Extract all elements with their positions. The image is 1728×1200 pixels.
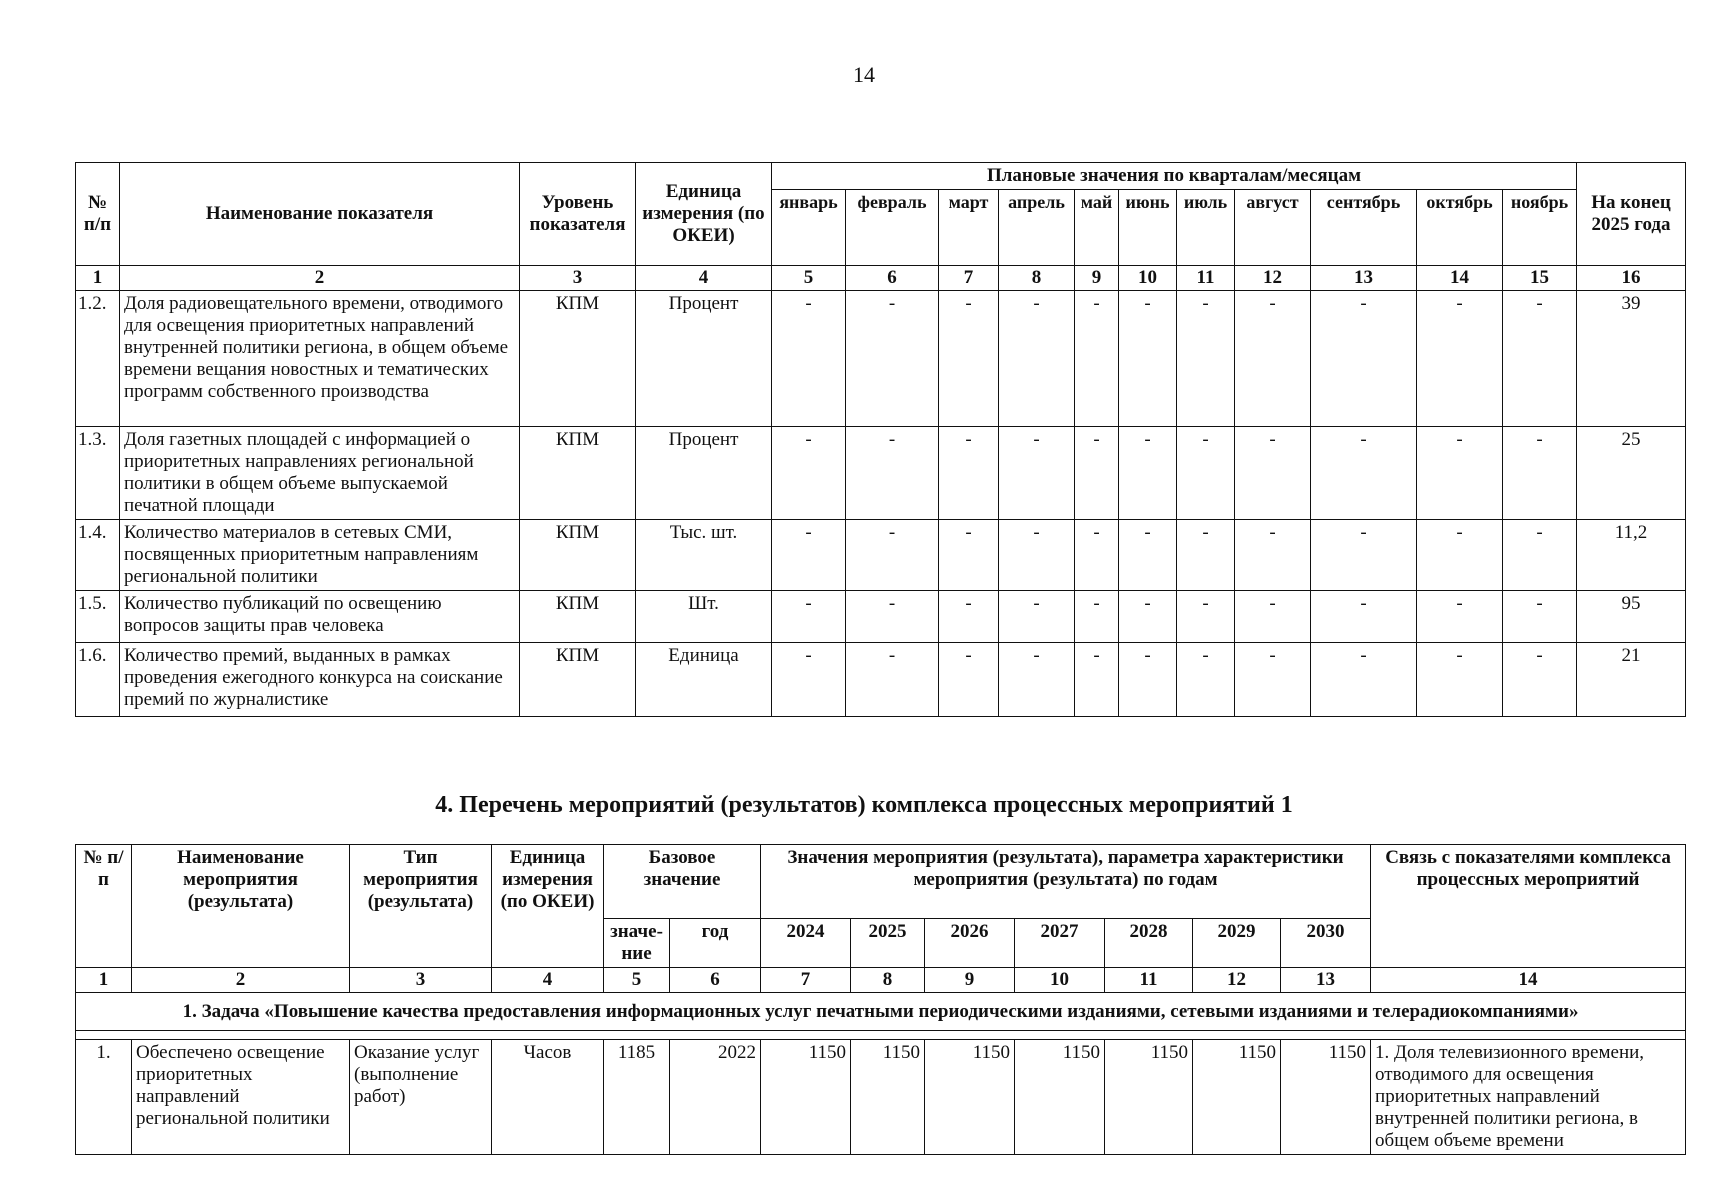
header-month: июнь — [1119, 190, 1177, 266]
col-index: 6 — [846, 266, 939, 291]
month-value: - — [1235, 591, 1311, 643]
indicators-table — [75, 162, 1686, 717]
col-index: 9 — [925, 968, 1015, 993]
month-value: - — [1075, 643, 1119, 717]
month-value: - — [1503, 591, 1577, 643]
col-index: 14 — [1417, 266, 1503, 291]
table-row — [76, 291, 1686, 427]
header-name: Наименование показателя — [120, 163, 520, 266]
month-value: - — [772, 427, 846, 520]
col-index: 4 — [636, 266, 772, 291]
month-value: - — [1119, 591, 1177, 643]
month-value: - — [999, 427, 1075, 520]
indicator-name: Количество публикаций по освещению вопросов защиты прав человека — [120, 591, 520, 643]
month-value: - — [1235, 520, 1311, 591]
col-index: 16 — [1577, 266, 1686, 291]
month-value: - — [939, 291, 999, 427]
base-year: 2022 — [670, 1040, 761, 1155]
header-month: февраль — [846, 190, 939, 266]
indicator-unit: Тыс. шт. — [636, 520, 772, 591]
col-index: 12 — [1193, 968, 1281, 993]
header-month: май — [1075, 190, 1119, 266]
year-value: 1150 — [1193, 1040, 1281, 1155]
header-link: Связь с показателями комплекса процессных мероприятий — [1371, 845, 1686, 968]
month-value: - — [939, 520, 999, 591]
month-value: - — [1311, 291, 1417, 427]
row-num: 1.2. — [76, 291, 120, 427]
col-index: 3 — [520, 266, 636, 291]
col-index: 8 — [851, 968, 925, 993]
month-value: - — [846, 427, 939, 520]
month-value: - — [999, 520, 1075, 591]
header-year: 2028 — [1105, 919, 1193, 968]
month-value: - — [1119, 291, 1177, 427]
header-unit: Единица измерения (по ОКЕИ) — [492, 845, 604, 968]
header-planned: Плановые значения по кварталам/месяцам — [772, 163, 1577, 190]
header-num: № п/п — [76, 845, 132, 968]
year-value: 1150 — [1015, 1040, 1105, 1155]
month-value: - — [1119, 427, 1177, 520]
year-value: 1150 — [761, 1040, 851, 1155]
month-value: - — [1503, 427, 1577, 520]
month-value: - — [772, 520, 846, 591]
col-index: 14 — [1371, 968, 1686, 993]
month-value: - — [772, 643, 846, 717]
header-values: Значения мероприятия (результата), параметра характеристики мероприятия (результата) по годам — [761, 845, 1371, 919]
header-month: апрель — [999, 190, 1075, 266]
table-row — [76, 643, 1686, 717]
month-value: - — [1503, 520, 1577, 591]
end-value: 25 — [1577, 427, 1686, 520]
table-row — [76, 520, 1686, 591]
col-index: 5 — [772, 266, 846, 291]
row-num: 1.5. — [76, 591, 120, 643]
task-row: 1. Задача «Повышение качества предоставления информационных услуг печатными периодическими изданиями, сетевыми изданиями и телерадиокомпаниями» — [76, 993, 1686, 1031]
year-value: 1150 — [925, 1040, 1015, 1155]
col-index: 1 — [76, 968, 132, 993]
indicator-name: Доля радиовещательного времени, отводимого для освещения приоритетных направлений внутренней политики региона, в общем объеме времени вещания новостных и тематических программ собственного производства — [120, 291, 520, 427]
col-index: 15 — [1503, 266, 1577, 291]
year-value: 1150 — [1105, 1040, 1193, 1155]
indicator-name: Количество материалов в сетевых СМИ, посвященных приоритетным направлениям региональной политики — [120, 520, 520, 591]
month-value: - — [1417, 427, 1503, 520]
col-index: 2 — [132, 968, 350, 993]
header-month: январь — [772, 190, 846, 266]
row-num: 1. — [76, 1040, 132, 1155]
month-value: - — [846, 643, 939, 717]
col-index: 13 — [1311, 266, 1417, 291]
header-name: Наименование мероприятия (результата) — [132, 845, 350, 968]
month-value: - — [999, 591, 1075, 643]
indicator-unit: Единица — [636, 643, 772, 717]
header-base: Базовое значение — [604, 845, 761, 919]
col-index: 13 — [1281, 968, 1371, 993]
col-index: 1 — [76, 266, 120, 291]
month-value: - — [1503, 643, 1577, 717]
month-value: - — [1417, 291, 1503, 427]
activities-table — [75, 844, 1686, 1155]
row-num: 1.6. — [76, 643, 120, 717]
month-value: - — [939, 427, 999, 520]
indicator-level: КПМ — [520, 520, 636, 591]
col-index: 7 — [761, 968, 851, 993]
table-row — [76, 427, 1686, 520]
month-value: - — [1503, 291, 1577, 427]
row-num: 1.3. — [76, 427, 120, 520]
header-base-year: год — [670, 919, 761, 968]
page-number: 14 — [853, 62, 875, 87]
header-year: 2027 — [1015, 919, 1105, 968]
month-value: - — [939, 643, 999, 717]
month-value: - — [1075, 427, 1119, 520]
col-index: 7 — [939, 266, 999, 291]
month-value: - — [1075, 291, 1119, 427]
indicator-name: Количество премий, выданных в рамках проведения ежегодного конкурса на соискание премий по журналистике — [120, 643, 520, 717]
indicator-unit: Процент — [636, 427, 772, 520]
year-value: 1150 — [851, 1040, 925, 1155]
header-end: На конец 2025 года — [1577, 163, 1686, 266]
month-value: - — [1417, 643, 1503, 717]
header-month: ноябрь — [1503, 190, 1577, 266]
month-value: - — [1177, 591, 1235, 643]
month-value: - — [846, 591, 939, 643]
indicator-level: КПМ — [520, 291, 636, 427]
month-value: - — [1235, 427, 1311, 520]
col-index: 5 — [604, 968, 670, 993]
indicator-name: Доля газетных площадей с информацией о приоритетных направлениях региональной политики в общем объеме выпускаемой печатной площади — [120, 427, 520, 520]
header-unit: Единица измерения (по ОКЕИ) — [636, 163, 772, 266]
activity-type: Оказание услуг (выполнение работ) — [350, 1040, 492, 1155]
month-value: - — [1177, 291, 1235, 427]
month-value: - — [772, 591, 846, 643]
month-value: - — [999, 291, 1075, 427]
month-value: - — [1177, 643, 1235, 717]
header-num: № п/п — [76, 163, 120, 266]
header-month: август — [1235, 190, 1311, 266]
indicator-level: КПМ — [520, 643, 636, 717]
header-month: октябрь — [1417, 190, 1503, 266]
indicator-level: КПМ — [520, 427, 636, 520]
month-value: - — [1119, 643, 1177, 717]
end-value: 39 — [1577, 291, 1686, 427]
header-year: 2030 — [1281, 919, 1371, 968]
col-index: 2 — [120, 266, 520, 291]
month-value: - — [1311, 643, 1417, 717]
section-title: 4. Перечень мероприятий (результатов) комплекса процессных мероприятий 1 — [435, 792, 1293, 818]
month-value: - — [846, 291, 939, 427]
col-index: 10 — [1015, 968, 1105, 993]
spacer-row — [76, 1031, 1686, 1040]
month-value: - — [1311, 520, 1417, 591]
end-value: 11,2 — [1577, 520, 1686, 591]
header-year: 2026 — [925, 919, 1015, 968]
end-value: 21 — [1577, 643, 1686, 717]
col-index: 10 — [1119, 266, 1177, 291]
header-month: сентябрь — [1311, 190, 1417, 266]
col-index: 9 — [1075, 266, 1119, 291]
base-value: 1185 — [604, 1040, 670, 1155]
indicator-unit: Шт. — [636, 591, 772, 643]
col-index: 3 — [350, 968, 492, 993]
year-value: 1150 — [1281, 1040, 1371, 1155]
col-index: 12 — [1235, 266, 1311, 291]
col-index: 11 — [1105, 968, 1193, 993]
end-value: 95 — [1577, 591, 1686, 643]
month-value: - — [1235, 643, 1311, 717]
month-value: - — [1311, 427, 1417, 520]
col-index: 6 — [670, 968, 761, 993]
month-value: - — [1119, 520, 1177, 591]
indicator-level: КПМ — [520, 591, 636, 643]
table-row — [76, 591, 1686, 643]
month-value: - — [1311, 591, 1417, 643]
month-value: - — [1417, 591, 1503, 643]
month-value: - — [1075, 520, 1119, 591]
header-year: 2025 — [851, 919, 925, 968]
month-value: - — [1417, 520, 1503, 591]
month-value: - — [846, 520, 939, 591]
header-type: Тип мероприятия (результата) — [350, 845, 492, 968]
row-num: 1.4. — [76, 520, 120, 591]
col-index: 11 — [1177, 266, 1235, 291]
indicator-unit: Процент — [636, 291, 772, 427]
col-index: 8 — [999, 266, 1075, 291]
header-month: июль — [1177, 190, 1235, 266]
month-value: - — [1075, 591, 1119, 643]
header-month: март — [939, 190, 999, 266]
month-value: - — [772, 291, 846, 427]
month-value: - — [1177, 520, 1235, 591]
header-year: 2029 — [1193, 919, 1281, 968]
header-year: 2024 — [761, 919, 851, 968]
activity-unit: Часов — [492, 1040, 604, 1155]
month-value: - — [999, 643, 1075, 717]
header-level: Уровень показателя — [520, 163, 636, 266]
col-index: 4 — [492, 968, 604, 993]
month-value: - — [1177, 427, 1235, 520]
month-value: - — [939, 591, 999, 643]
activity-name: Обеспечено освещение приоритетных направлений региональной политики — [132, 1040, 350, 1155]
header-base-value: значе- ние — [604, 919, 670, 968]
table-row — [76, 1040, 1686, 1155]
month-value: - — [1235, 291, 1311, 427]
indicator-link: 1. Доля телевизионного времени, отводимого для освещения приоритетных направлений внутренней политики региона, в общем объеме времени — [1371, 1040, 1686, 1155]
